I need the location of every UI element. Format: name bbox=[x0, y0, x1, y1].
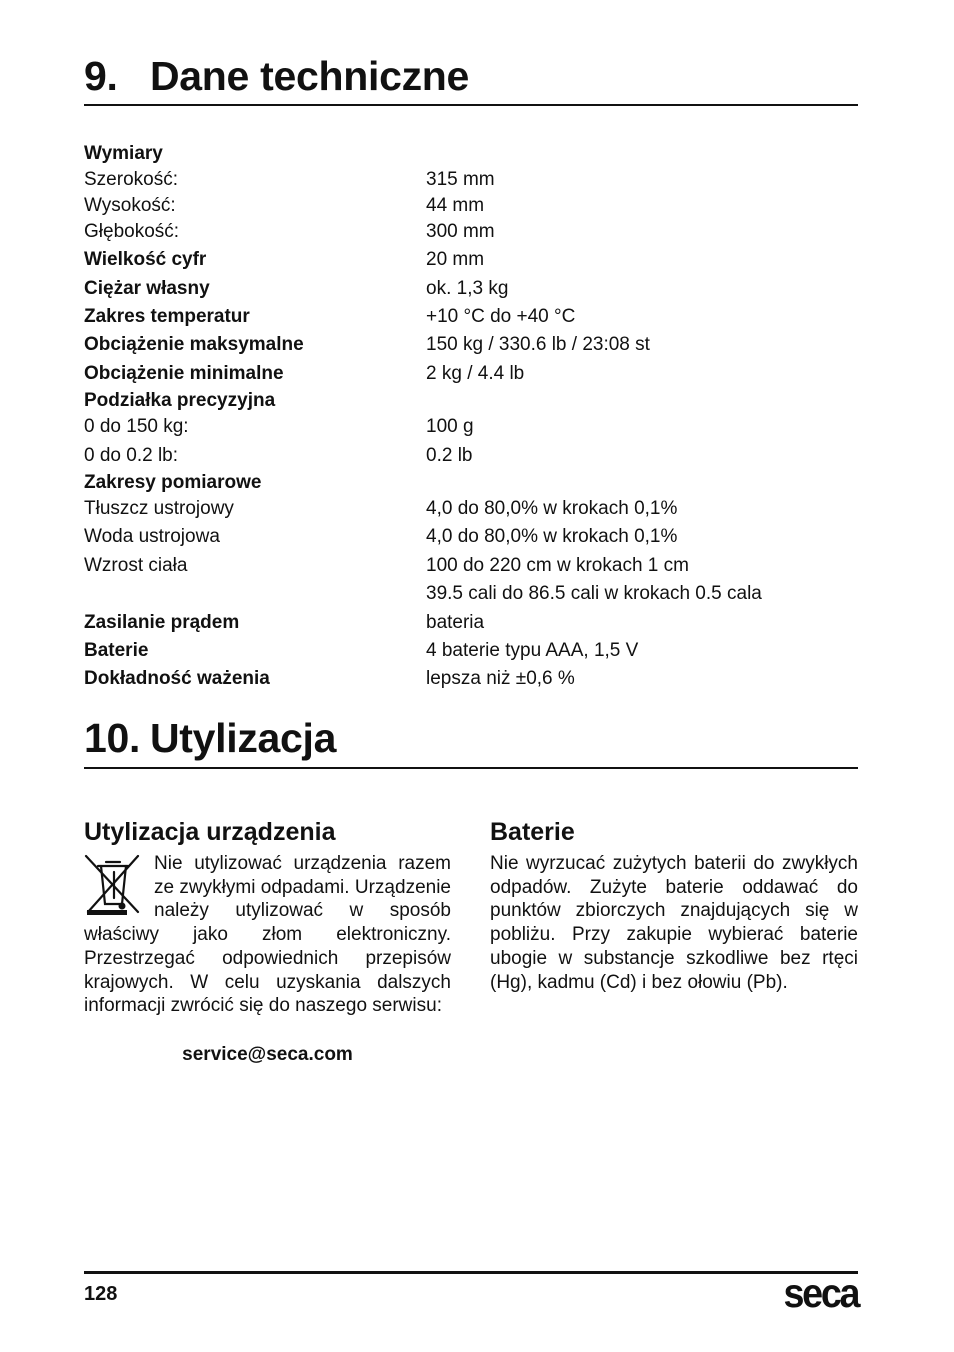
spec-value: 100 g bbox=[426, 416, 474, 437]
section-title: Utylizacja bbox=[150, 715, 337, 761]
spec-label: 0 do 150 kg: bbox=[84, 416, 189, 437]
crossed-out-wheelie-bin-icon bbox=[84, 854, 142, 916]
spec-value: 150 kg / 330.6 lb / 23:08 st bbox=[426, 334, 650, 355]
section-number: 9. bbox=[84, 53, 118, 99]
spec-value: 44 mm bbox=[426, 195, 485, 216]
section-heading-technical-data bbox=[84, 53, 858, 106]
spec-value: +10 °C do +40 °C bbox=[426, 306, 576, 327]
spec-label: Wysokość: bbox=[84, 195, 176, 216]
spec-value: 4 baterie typu AAA, 1,5 V bbox=[426, 640, 639, 661]
spec-label: Wielkość cyfr bbox=[84, 249, 207, 270]
spec-value: 315 mm bbox=[426, 169, 495, 190]
spec-label: Szerokość: bbox=[84, 169, 178, 190]
spec-label: Zakres temperatur bbox=[84, 306, 250, 327]
spec-value: 4,0 do 80,0% w krokach 0,1% bbox=[426, 498, 678, 519]
spec-label: Woda ustrojowa bbox=[84, 526, 220, 547]
spec-value: ok. 1,3 kg bbox=[426, 278, 509, 299]
spec-label: Głębokość: bbox=[84, 221, 180, 242]
spec-value: lepsza niż ±0,6 % bbox=[426, 668, 575, 689]
section-title: Dane techniczne bbox=[150, 53, 470, 99]
spec-label: Dokładność ważenia bbox=[84, 668, 270, 689]
page-number: 128 bbox=[84, 1283, 118, 1305]
spec-label: Podziałka precyzyjna bbox=[84, 390, 276, 411]
spec-label: Baterie bbox=[84, 640, 149, 661]
device-disposal-text-block bbox=[84, 852, 451, 1018]
spec-value: 0.2 lb bbox=[426, 445, 473, 466]
footer-divider bbox=[84, 1271, 858, 1274]
spec-label: Wzrost ciała bbox=[84, 555, 188, 576]
spec-value: 2 kg / 4.4 lb bbox=[426, 363, 525, 384]
batteries-text: Nie wyrzucać zużytych baterii do zwykłych odpadów. Zużyte baterie oddawać do punktów zbiorczych znajdujących się w pobliżu. Przy zakupie wybierać baterie ubogie w substancje szkodliwe bez rtęci (Hg), kadmu (Cd) i bez ołowiu (Pb). bbox=[490, 853, 858, 993]
spec-value: 300 mm bbox=[426, 221, 495, 242]
spec-value: 100 do 220 cm w krokach 1 cm bbox=[426, 555, 689, 576]
spec-label: Obciążenie maksymalne bbox=[84, 334, 304, 355]
device-disposal-text: Nie utylizować urządzenia razem ze zwykłymi odpadami. Urządzenie należy utylizować w sposób właściwy jako złom elektroniczny. Przestrzegać odpowiednich przepisów krajowych. W celu uzyskania dalszych informacji zwrócić się do naszego serwisu: bbox=[84, 853, 451, 1017]
manual-page bbox=[84, 0, 858, 1352]
batteries-heading: Baterie bbox=[490, 818, 575, 846]
spec-value: 20 mm bbox=[426, 249, 485, 270]
seca-logo: seca bbox=[783, 1270, 858, 1316]
section-number: 10. bbox=[84, 715, 141, 761]
spec-value: 39.5 cali do 86.5 cali w krokach 0.5 cala bbox=[426, 583, 762, 604]
spec-label: Wymiary bbox=[84, 143, 163, 164]
section-heading-disposal bbox=[84, 715, 858, 769]
spec-label: Zakresy pomiarowe bbox=[84, 472, 262, 493]
spec-label: Ciężar własny bbox=[84, 278, 210, 299]
device-disposal-heading: Utylizacja urządzenia bbox=[84, 818, 336, 846]
spec-value: bateria bbox=[426, 612, 485, 633]
spec-label: Obciążenie minimalne bbox=[84, 363, 284, 384]
service-email-link[interactable]: service@seca.com bbox=[182, 1044, 353, 1065]
spec-label: Tłuszcz ustrojowy bbox=[84, 498, 234, 519]
spec-value: 4,0 do 80,0% w krokach 0,1% bbox=[426, 526, 678, 547]
spec-label: 0 do 0.2 lb: bbox=[84, 445, 179, 466]
spec-label: Zasilanie prądem bbox=[84, 612, 240, 633]
